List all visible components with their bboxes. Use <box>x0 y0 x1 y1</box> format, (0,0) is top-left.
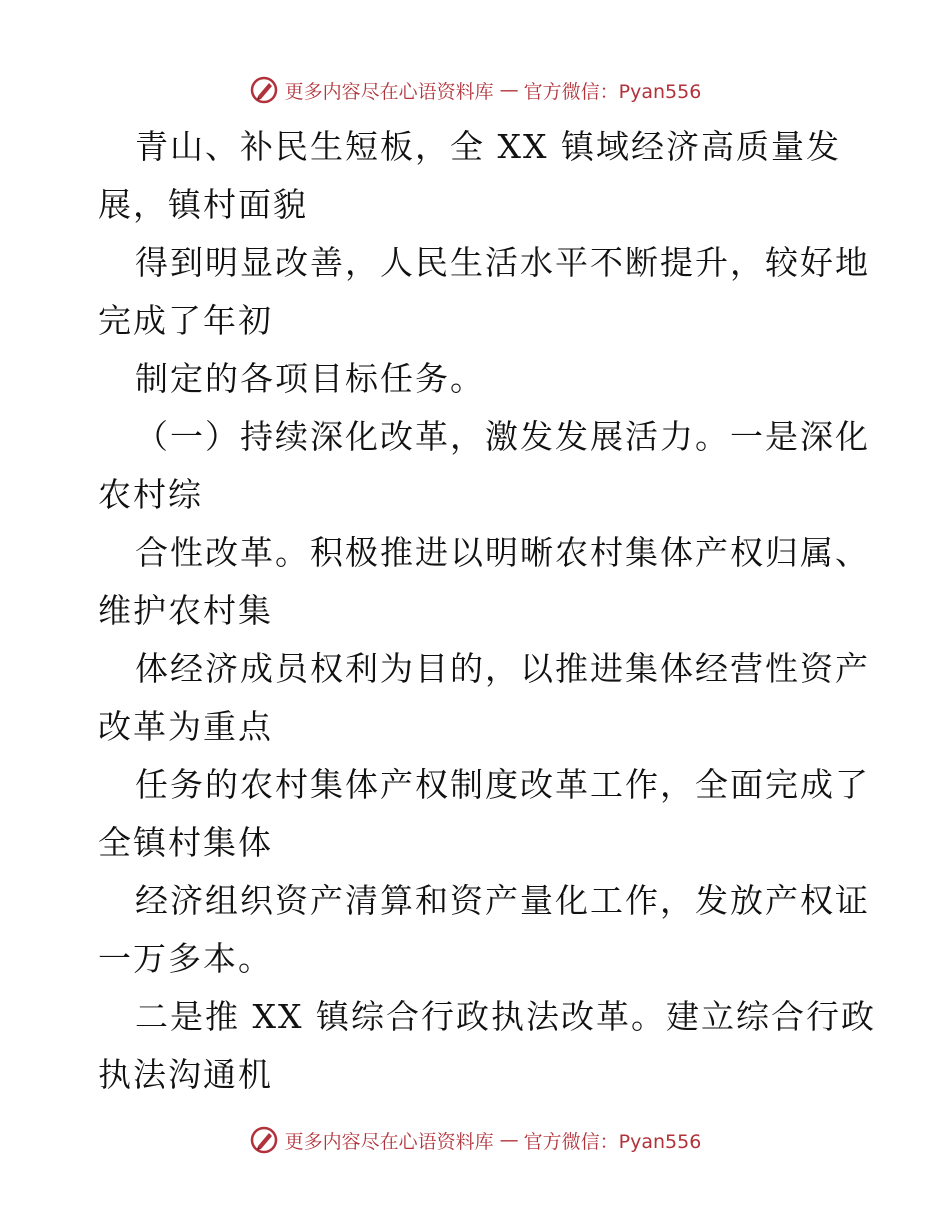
paragraph-7 <box>98 756 870 872</box>
paragraph-3 <box>98 350 858 408</box>
paragraph-line: 合性改革。积极推进以明晰农村集体产权归属、 <box>135 533 870 572</box>
paragraph-line: （一）持续深化改革，激发发展活力。一是深化 <box>135 417 870 456</box>
paragraph-line: 改革为重点 <box>98 707 273 746</box>
watermark-main-text: 更多内容尽在心语资料库 <box>284 80 494 103</box>
paragraph-9 <box>98 988 876 1104</box>
document-body <box>98 118 876 1104</box>
paragraph-line: 维护农村集 <box>98 591 273 630</box>
footer-watermark <box>0 1120 950 1160</box>
paragraph-4 <box>98 408 870 524</box>
paragraph-line: 得到明显改善，人民生活水平不断提升，较好地 <box>135 243 870 282</box>
paragraph-1 <box>98 118 858 234</box>
paragraph-line: 任务的农村集体产权制度改革工作，全面完成了 <box>135 765 870 804</box>
paragraph-line: 一万多本。 <box>98 939 273 978</box>
header-watermark <box>0 70 950 110</box>
paragraph-line: 农村综 <box>98 475 203 514</box>
paragraph-line: 青山、补民生短板，全 XX 镇域经济高质量发 <box>135 127 841 166</box>
paragraph-line: 展，镇村面貌 <box>98 185 308 224</box>
paragraph-6 <box>98 640 870 756</box>
paragraph-8 <box>98 872 870 988</box>
paragraph-line: 全镇村集体 <box>98 823 273 862</box>
paragraph-5 <box>98 524 870 640</box>
paragraph-line: 执法沟通机 <box>98 1055 273 1094</box>
pen-logo-icon <box>249 1125 279 1155</box>
watermark-suffix-text: 官方微信：Pyan556 <box>523 1130 702 1153</box>
paragraph-line: 制定的各项目标任务。 <box>135 359 485 398</box>
pen-logo-icon <box>249 75 279 105</box>
watermark-suffix-text: 官方微信：Pyan556 <box>523 80 702 103</box>
paragraph-line: 二是推 XX 镇综合行政执法改革。建立综合行政 <box>135 997 876 1036</box>
paragraph-line: 体经济成员权利为目的，以推进集体经营性资产 <box>135 649 870 688</box>
paragraph-2 <box>98 234 870 350</box>
watermark-main-text: 更多内容尽在心语资料库 <box>284 1130 494 1153</box>
watermark-separator: — <box>499 1129 518 1151</box>
watermark-separator: — <box>499 79 518 101</box>
paragraph-line: 完成了年初 <box>98 301 273 340</box>
paragraph-line: 经济组织资产清算和资产量化工作，发放产权证 <box>135 881 870 920</box>
